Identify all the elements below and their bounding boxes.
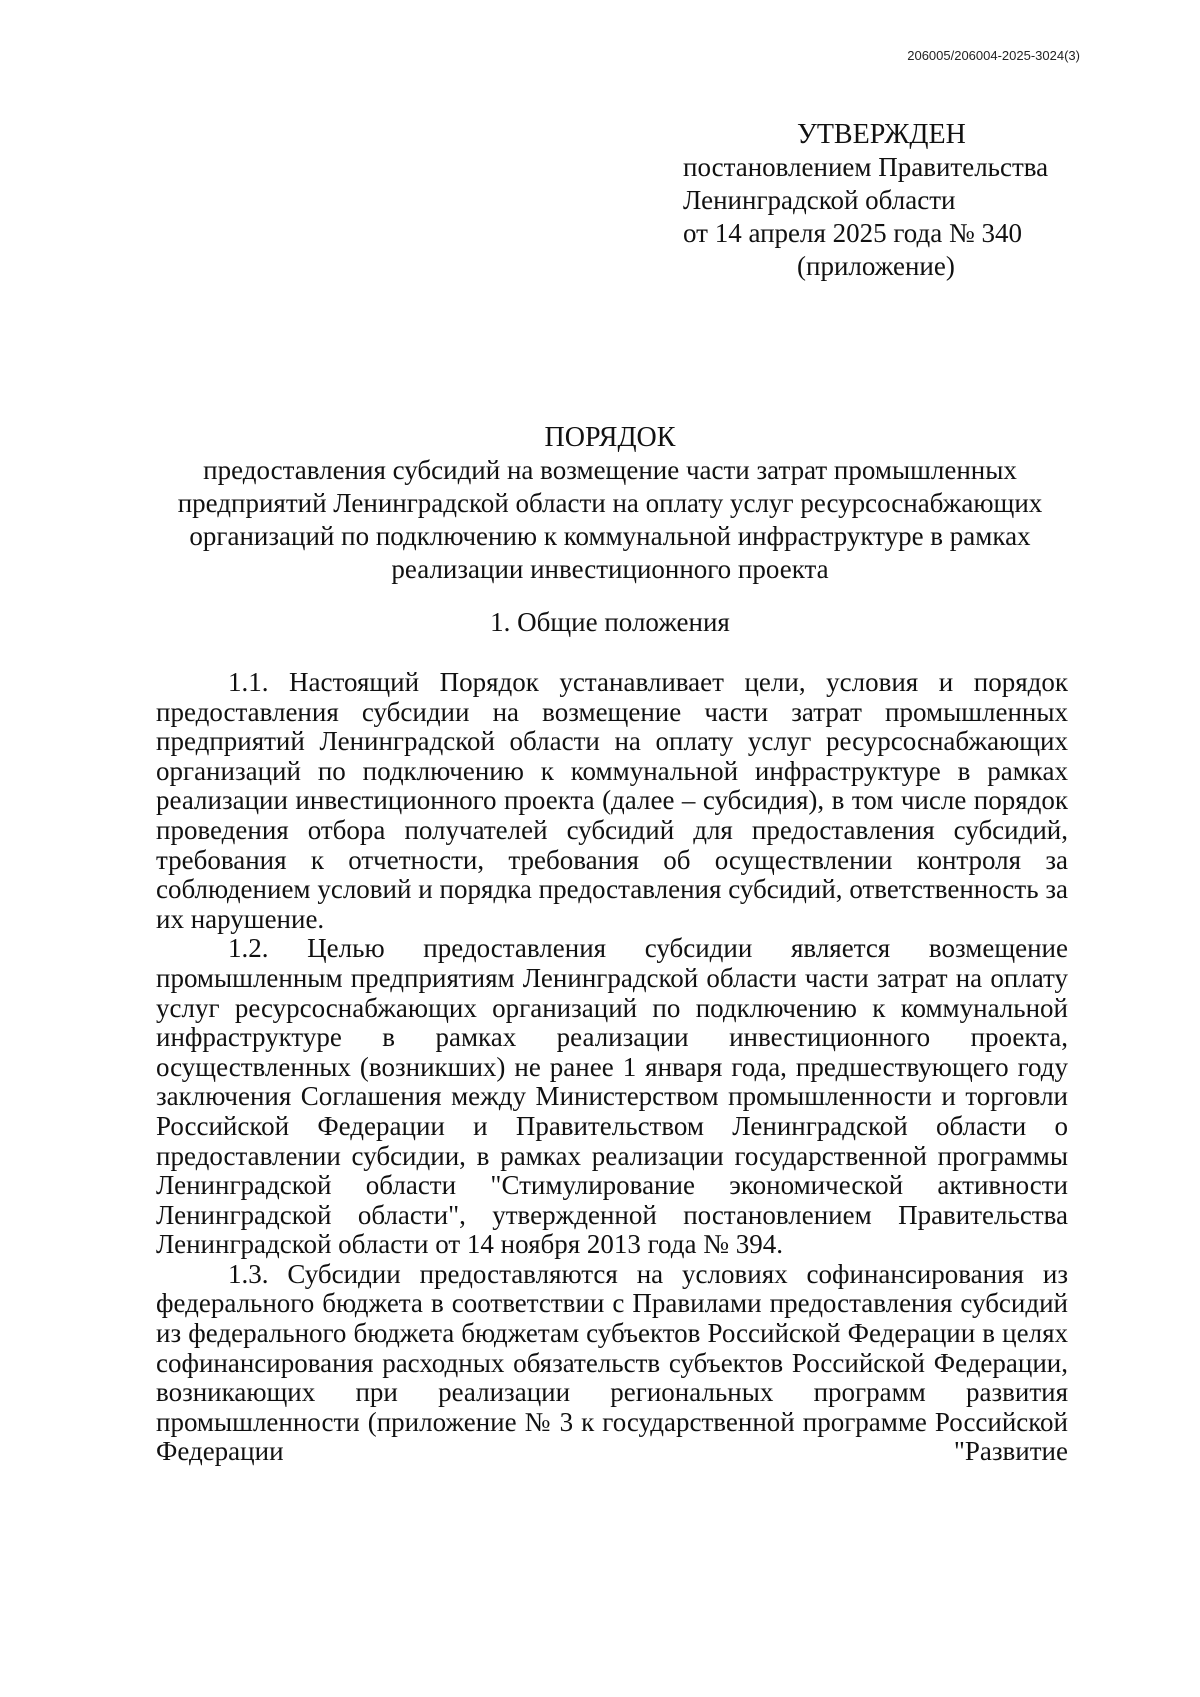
document-title [150,421,1070,586]
body-text [156,668,1068,1467]
title-main: ПОРЯДОК [544,422,676,453]
approval-line-1: постановлением Правительства [683,152,1049,182]
paragraph-1-3: 1.3. Субсидии предоставляются на условиях софинансирования из федерального бюджета в соответствии с Правилами предоставления субсидий из федерального бюджета бюджетам субъектов Российской Федерации в целях софинансирования расходных обязательств субъектов Российской Федерации, возникающих при реализации региональных программ развития промышленности (приложение № 3 к государственной программе Российской Федерации "Развитие [156,1258,1068,1467]
approval-line-3: от 14 апреля 2025 года № 340 [683,218,1023,248]
approval-appendix: (приложение) [797,251,955,281]
paragraph-1-1: 1.1. Настоящий Порядок устанавливает цели, условия и порядок предоставления субсидии на возмещение части затрат промышленных предприятий Ленинградской области на оплату услуг ресурсоснабжающих организаций по подключению к коммунальной инфраструктуре в рамках реализации инвестиционного проекта (далее – субсидия), в том числе порядок проведения отбора получателей субсидий для предоставления субсидий, требования к отчетности, требования об осуществлении контроля за соблюдением условий и порядка предоставления субсидий, ответственность за их нарушение. [156,667,1068,934]
document-id: 206005/206004-2025-3024(3) [907,48,1080,63]
approval-approved: УТВЕРЖДЕН [797,119,966,150]
approval-line-2: Ленинградской области [683,185,956,215]
title-subtitle: предоставления субсидий на возмещение части затрат промышленных предприятий Ленинградской области на оплату услуг ресурсоснабжающих организаций по подключению к коммунальной инфраструктуре в рамках реализации инвестиционного проекта [177,455,1043,584]
paragraph-1-2: 1.2. Целью предоставления субсидии является возмещение промышленным предприятиям Ленинградской области части затрат на оплату услуг ресурсоснабжающих организаций по подключению к коммунальной инфраструктуре в рамках реализации инвестиционного проекта, осуществленных (возникших) не ранее 1 января года, предшествующего году заключения Соглашения между Министерством промышленности и торговли Российской Федерации и Правительством Ленинградской области о предоставлении субсидии, в рамках реализации государственной программы Ленинградской области "Стимулирование экономической активности Ленинградской области", утвержденной постановлением Правительства Ленинградской области от 14 ноября 2013 года № 394. [156,933,1068,1260]
section-heading: 1. Общие положения [490,607,730,637]
approval-stamp [683,118,1103,283]
